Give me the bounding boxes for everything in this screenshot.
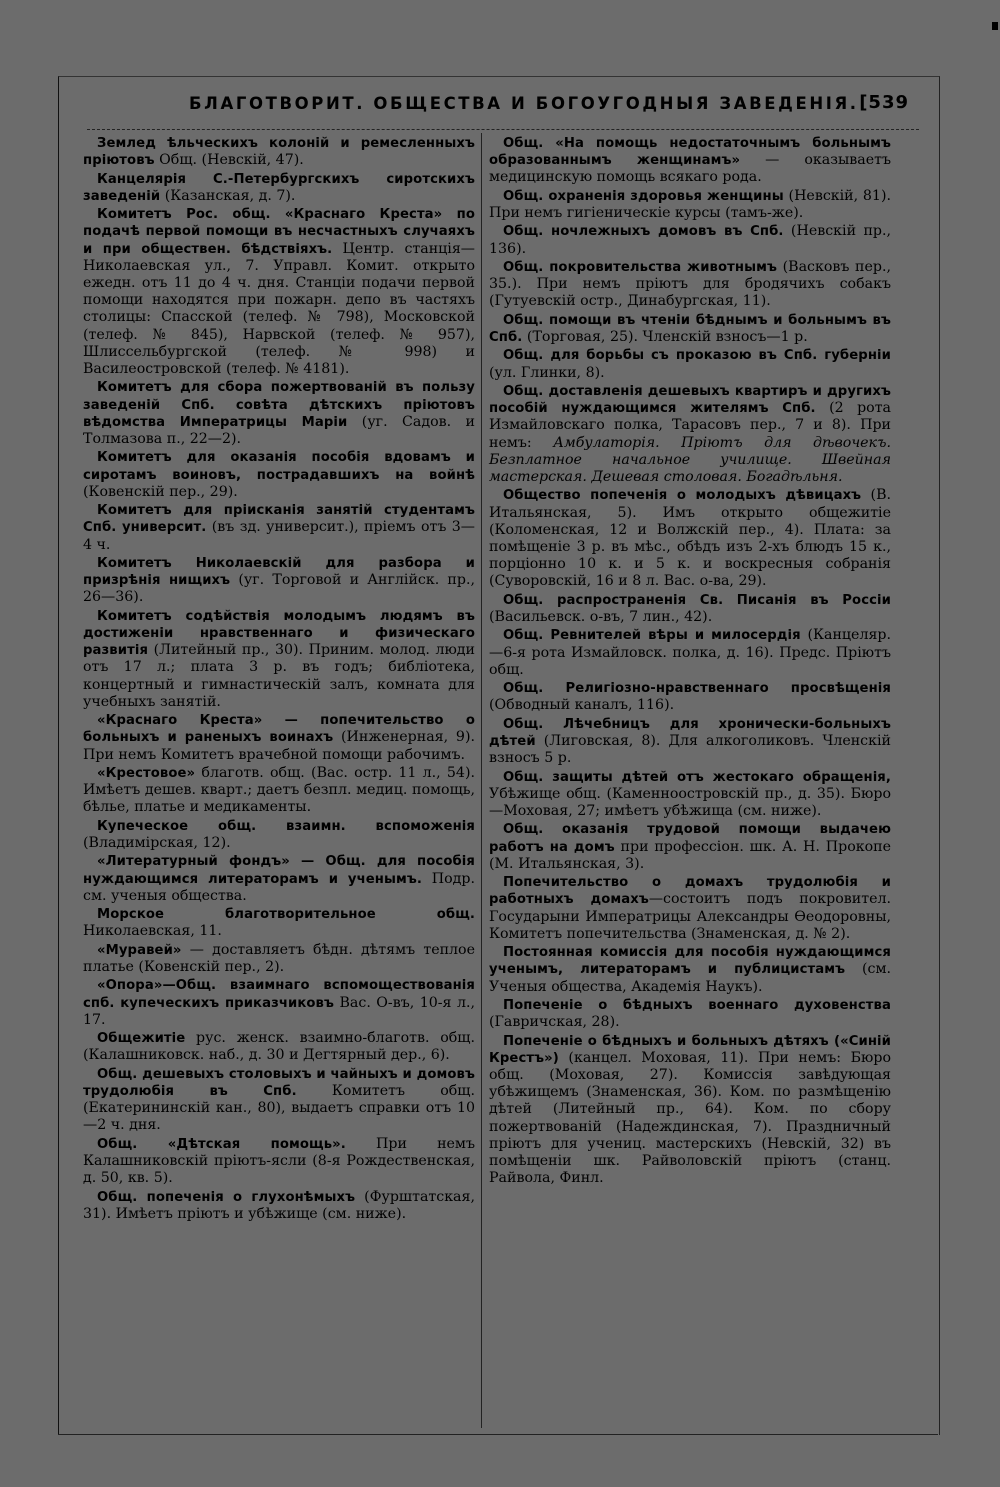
entry-name: Общ. Религіозно-нравственнаго просвѣщенія xyxy=(503,681,891,697)
directory-entry xyxy=(489,223,891,257)
entry-text: Убѣжище общ. (Каменноостровскій пр., д. 35). Бюро—Моховая, 27; имѣетъ убѣжища (см. ниже). xyxy=(489,785,891,819)
entry-text: при профессіон. шк. А. Н. Прокопе (М. Итальянская, 3). xyxy=(489,838,891,872)
entry-text: (ул. Глинки, 8). xyxy=(489,364,605,381)
entry-text: (Васильевск. о-въ, 7 лин., 42). xyxy=(489,608,713,625)
directory-entry xyxy=(83,206,475,378)
entry-name: «Муравей» xyxy=(97,942,182,958)
entry-name: Комитетъ содѣйствія молодымъ людямъ въ достиженіи нравственнаго и физическаго развитія xyxy=(83,608,475,659)
directory-entry xyxy=(489,821,891,873)
entry-name: Общ. помощи въ чтеніи бѣднымъ и больнымъ въ Спб. xyxy=(489,312,891,345)
directory-entry xyxy=(83,942,475,976)
directory-entry xyxy=(83,449,475,501)
entry-text: (уг. Садов. и Толмазова п., 22—2). xyxy=(83,413,475,448)
directory-entry xyxy=(489,188,891,222)
entry-text: Общ. (Невскій, 47). xyxy=(154,152,304,169)
entry-text: (В. Итальянская, 5). Имъ открыто общежитіе (Коломенская, 12 и Волжскій пер., 4). Плата: за помѣщеніе 3 р. въ мѣс., обѣдъ изъ 2-хъ блюдъ 15 к., порціонно 10 к. и 5 к. и воскресныя собранія (Суворовскій, 16 и 8 л. Вас. о-ва, 29). xyxy=(489,487,891,590)
entry-text: (Литейный пр., 30). Приним. молод. люди отъ 17 л.; плата 3 р. въ годъ; библіотека, концертный и гимнастическій залъ, комната для учебныхъ занятій. xyxy=(83,642,475,710)
directory-entry xyxy=(83,171,475,205)
entry-name: Общ. для борьбы съ проказою въ Спб. губерніи xyxy=(503,348,891,364)
entry-name: Попечительство о домахъ трудолюбія и работныхъ домахъ xyxy=(489,875,891,908)
entry-name: «Крестовое» xyxy=(97,766,196,781)
directory-entry xyxy=(83,1030,475,1064)
entry-name: Общ. Лѣчебницъ для хронически-больныхъ дѣтей xyxy=(489,716,891,749)
entry-name: Постоянная комиссія для пособія нуждающимся ученымъ, литераторамъ и публицистамъ xyxy=(489,945,891,978)
directory-entry xyxy=(83,1136,475,1188)
directory-entry xyxy=(83,906,475,940)
entry-name: Общ. покровительства животнымъ xyxy=(503,259,778,275)
directory-entry xyxy=(83,135,475,169)
entry-text: (Невскій пр., 136). xyxy=(489,223,891,257)
page-number: [539 xyxy=(859,92,909,113)
directory-entry xyxy=(83,977,475,1029)
directory-entry xyxy=(83,1066,475,1135)
directory-entry xyxy=(489,874,891,943)
entry-name: Попеченіе о бѣдныхъ и больныхъ дѣтяхъ («Синій Крестъ») xyxy=(489,1033,891,1066)
entry-name: «Литературный фондъ» — Общ. для пособія нуждающимся литераторамъ и ученымъ. xyxy=(83,854,475,887)
directory-entry xyxy=(83,818,475,852)
entry-name: Общ. оказанія трудовой помощи выдачею работъ на домъ xyxy=(489,822,891,855)
entry-italic-text: Амбулаторія. Пріютъ для дѣвочекъ. Безплатное начальное училище. Швейная мастерская. Дешевая столовая. Богадѣльня. xyxy=(489,434,891,485)
entry-name: Канцелярія С.-Петербургскихъ сиротскихъ заведеній xyxy=(83,171,475,204)
entry-name: Общ. доставленія дешевыхъ квартиръ и другихъ пособій нуждающимся жителямъ Спб. xyxy=(489,383,891,417)
entry-text: рус. женск. взаимно-благотв. общ. (Калашниковск. наб., д. 30 и Дегтярный дер., 6). xyxy=(83,1030,475,1064)
directory-entry xyxy=(489,487,891,590)
entry-name: Общ. охраненія здоровья женщины xyxy=(503,188,784,204)
entry-name: Комитетъ для пріисканія занятій студентамъ Спб. университ. xyxy=(83,503,475,536)
entry-name: Морское благотворительное общ. xyxy=(97,907,475,923)
entry-text: Николаевская, 11. xyxy=(83,923,222,940)
entry-text: (Казанская, д. 7). xyxy=(160,187,296,204)
page-header xyxy=(59,91,939,121)
directory-entry xyxy=(489,312,891,346)
entry-name: Общ. ночлежныхъ домовъ въ Спб. xyxy=(503,224,784,240)
directory-entry xyxy=(83,853,475,905)
entry-text: При немъ Калашниковскій пріютъ-ясли (8-я Рождественская, д. 50, кв. 5). xyxy=(83,1135,475,1187)
entry-name: Комитетъ Николаевскій для разбора и призрѣнія нищихъ xyxy=(83,556,475,589)
directory-entry xyxy=(489,592,891,626)
directory-entry xyxy=(489,259,891,311)
directory-entry xyxy=(83,712,475,764)
directory-entry xyxy=(83,1189,475,1223)
entry-name: «Опора»—Общ. взаимнаго вспомоществованія спб. купеческихъ приказчиковъ xyxy=(83,978,475,1011)
directory-entry xyxy=(489,769,891,821)
entry-text: (Торговая, 25). Членскій взносъ—1 р. xyxy=(522,328,808,345)
entry-name: Общество попеченія о молодыхъ дѣвицахъ xyxy=(503,488,862,504)
directory-entry xyxy=(489,680,891,714)
entry-text: —состоитъ подъ покровител. Государыни Императрицы Александры Ѳеодоровны, Комитетъ попечительства (Знаменская, д. № 2). xyxy=(489,891,891,942)
entry-name: Купеческое общ. взаимн. вспоможенія xyxy=(97,818,475,834)
entry-name: Общ. защиты дѣтей отъ жестокаго обращенія, xyxy=(503,769,891,785)
entry-text: (Обводный каналъ, 116). xyxy=(489,697,675,714)
entry-name: Землед ѣльческихъ колоній и ремесленныхъ пріютовъ xyxy=(83,136,475,169)
directory-entry xyxy=(83,379,475,448)
directory-entry xyxy=(489,997,891,1031)
directory-entry xyxy=(83,555,475,607)
directory-entry xyxy=(489,627,891,679)
entry-text: (Васковъ пер., 35.). При немъ пріютъ для бродячихъ собакъ (Гутуевскій остр., Динабургская, 11). xyxy=(489,258,891,310)
book-page xyxy=(58,76,940,1435)
entry-text: Центр. станція—Николаевская ул., 7. Управл. Комит. открыто ежедн. отъ 11 до 4 ч. дня. Станціи подачи первой помощи находятся при пожарн. депо въ частяхъ столицы: Спасской (телеф. № 798), Московской (телеф. № 845), Нарвской (телеф. № 957), Шлиссельбургской (телеф. № 998) и Василеостровской (телеф. № 4181). xyxy=(83,240,475,378)
entry-text: благотв. общ. (Вас. остр. 11 л., 54). Имѣетъ дешев. кварт.; даетъ безпл. медиц. помощь, бѣлье, платье и медикаменты. xyxy=(83,765,475,816)
entry-text: (Гавричская, 28). xyxy=(489,1014,620,1031)
directory-entry xyxy=(489,1033,891,1188)
directory-entry xyxy=(489,347,891,381)
entry-text: Комитетъ общ. (Екатерининскій кан., 80), выдаетъ справки отъ 10—2 ч. дня. xyxy=(83,1082,475,1134)
entry-text: (2 рота Измайловскаго полка, Тарасовъ пер., 7 и 8). При немъ: xyxy=(489,400,891,451)
directory-entry xyxy=(489,716,891,768)
entry-name: Общ. Ревнителей вѣры и милосердія xyxy=(503,628,801,644)
column-divider xyxy=(481,133,482,1428)
entry-name: Комитетъ для сбора пожертвованій въ пользу заведеній Спб. совѣта дѣтскихъ пріютовъ вѣдомства Императрицы Маріи xyxy=(83,380,475,430)
right-column xyxy=(489,135,891,1189)
entry-name: Общ. «Дѣтская помощь». xyxy=(97,1136,346,1152)
directory-entry xyxy=(83,502,475,554)
entry-text: — оказываетъ медицинскую помощь всякаго рода. xyxy=(489,152,891,186)
entry-text: (Ковенскій пер., 29). xyxy=(83,483,238,500)
entry-name: Общ. дешевыхъ столовыхъ и чайныхъ и домовъ трудолюбія въ Спб. xyxy=(83,1066,475,1099)
entry-text: (канцел. Моховая, 11). При немъ: Бюро общ. (Моховая, 27). Комиссія завѣдующая убѣжищемъ (Знаменская, 36). Ком. по размѣщенію дѣтей (Литейный пр., 64). Ком. по сбору пожертвованій (Надеждинская, 7). Праздничный пріютъ для учениц. мастерскихъ (Невскій, 32) въ помѣщеніи шк. Райволовскій пріютъ (станц. Райвола, Финл. xyxy=(489,1049,891,1187)
entry-text: (Фурштатская, 31). Имѣетъ пріютъ и убѣжище (см. ниже). xyxy=(83,1188,475,1222)
entry-name: Общежитіе xyxy=(97,1031,186,1047)
directory-entry xyxy=(489,383,891,486)
directory-entry xyxy=(489,944,891,996)
entry-text: (Канцеляр.—6-я рота Измайловск. полка, д. 16). Предс. Пріютъ общ. xyxy=(489,627,892,678)
entry-text: Вас. О-въ, 10-я л., 17. xyxy=(83,994,475,1028)
directory-entry xyxy=(489,135,891,187)
directory-entry xyxy=(83,765,475,817)
corner-mark xyxy=(992,22,998,30)
entry-name: Комитетъ для оказанія пособія вдовамъ и сиротамъ воиновъ, пострадавшихъ на войнѣ xyxy=(83,450,475,483)
header-rule xyxy=(87,129,919,130)
entry-name: Общ. попеченія о глухонѣмыхъ xyxy=(97,1189,356,1205)
entry-name: «Краснаго Креста» — попечительство о больныхъ и раненыхъ воинахъ xyxy=(83,713,475,746)
entry-text: Подр. см. ученыя общества. xyxy=(83,870,475,904)
entry-text: (Владимірская, 12). xyxy=(83,835,231,851)
bottom-rule xyxy=(58,1434,938,1435)
entry-name: Общ. «На помощь недостаточнымъ больнымъ образованнымъ женщинамъ» xyxy=(489,136,891,169)
entry-text: (см. Ученыя общества, Академія Наукъ). xyxy=(489,961,891,995)
entry-text: (уг. Торговой и Англійск. пр., 26—36). xyxy=(83,572,475,606)
entry-text: (Лиговская, 8). Для алкоголиковъ. Членскій взносъ 5 р. xyxy=(489,732,891,767)
entry-text: — доставляетъ бѣдн. дѣтямъ теплое платье (Ковенскій пер., 2). xyxy=(83,941,475,975)
left-column xyxy=(83,135,475,1224)
entry-text: (Инженерная, 9). При немъ Комитетъ врачебной помощи рабочимъ. xyxy=(83,729,475,763)
entry-text: (Невскій, 81). При немъ гигіеническіе курсы (тамъ-же). xyxy=(489,187,891,221)
running-title: БЛАГОТВОРИТ. ОБЩЕСТВА И БОГОУГОДНЫЯ ЗАВЕДЕНІЯ. xyxy=(189,94,859,113)
entry-name: Комитетъ Рос. общ. «Краснаго Креста» по подачѣ первой помощи въ несчастныхъ случаяхъ и при обществен. бѣдствіяхъ. xyxy=(83,207,475,257)
entry-name: Общ. распространенія Св. Писанія въ Россіи xyxy=(503,592,891,608)
entry-name: Попеченіе о бѣдныхъ военнаго духовенства xyxy=(503,997,891,1013)
entry-text: (въ зд. университ.), пріемъ отъ 3—4 ч. xyxy=(83,519,475,553)
directory-entry xyxy=(83,608,475,711)
